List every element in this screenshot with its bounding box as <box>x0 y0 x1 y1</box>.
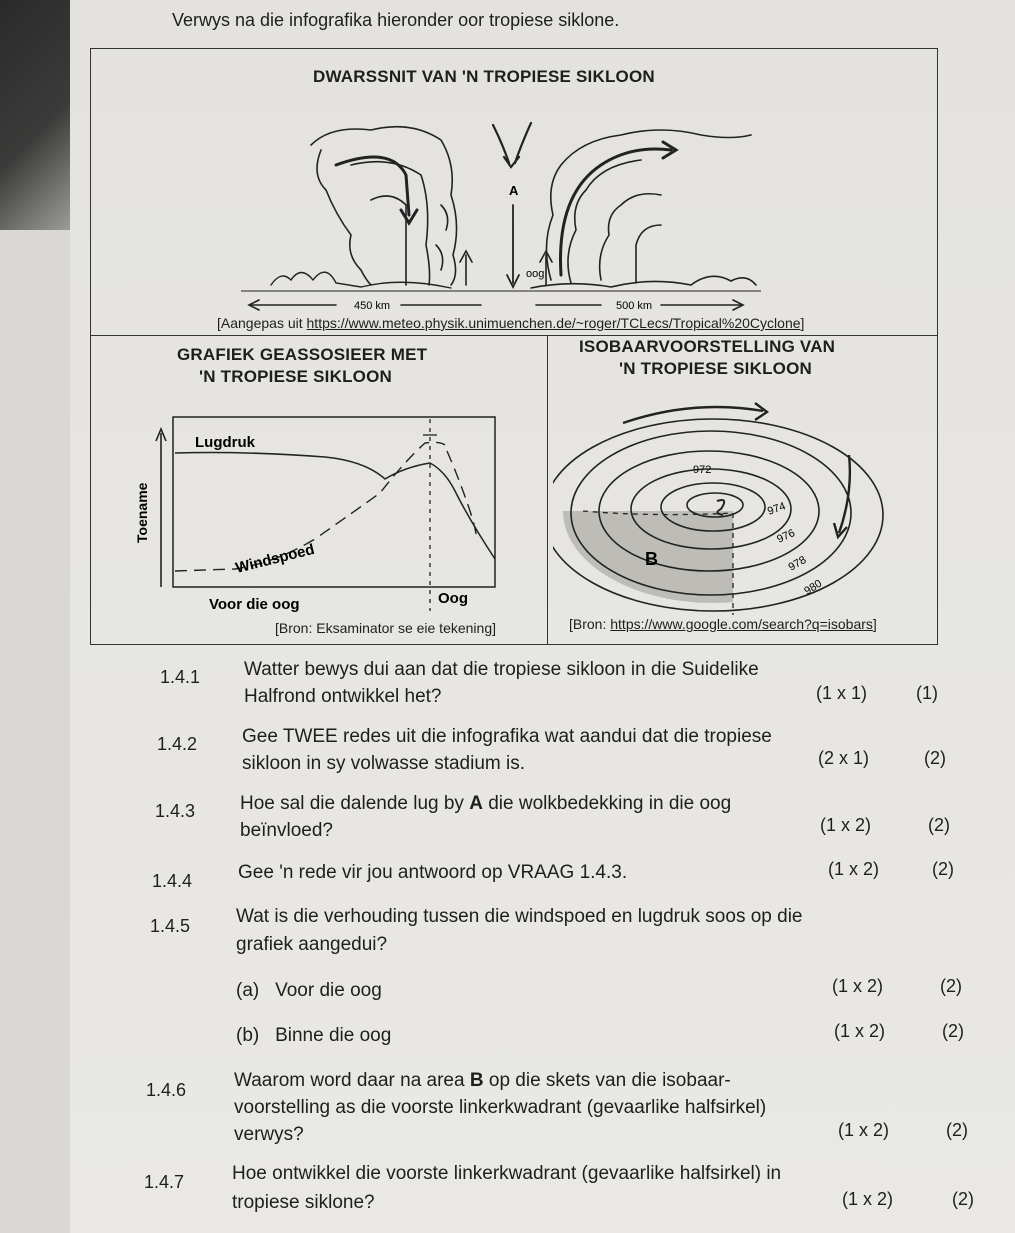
mark-allocation: (1 x 2) <box>828 859 880 879</box>
total-marks: (2) <box>928 815 950 835</box>
label-b: B <box>645 549 658 569</box>
distance-right: 500 km <box>616 300 653 312</box>
graph-source: [Bron: Eksaminator se eie tekening] <box>275 620 497 636</box>
mark-allocation: (1 x 2) <box>838 1120 890 1140</box>
sub-question-b: (b) Binne die oog <box>236 1025 392 1046</box>
x-label-eye: Oog <box>438 590 468 607</box>
cross-section-source: [Aangepas uit https://www.meteo.physik.unimuenchen.de/~roger/TCLecs/Tropical%20Cyclone] <box>217 315 805 331</box>
cross-section-source-link[interactable]: https://www.meteo.physik.unimuenchen.de/~roger/TCLecs/Tropical%20Cyclone <box>306 315 801 331</box>
isobar-978: 978 <box>786 554 809 574</box>
isobar-title-line2: 'N TROPIESE SIKLOON <box>619 359 812 378</box>
sub-question-a: (a) Voor die oog <box>236 980 382 1001</box>
isobar-974: 974 <box>765 500 788 518</box>
distance-left: 450 km <box>354 300 391 312</box>
mark-allocation: (2 x 1) <box>818 748 870 768</box>
isobar-title-line1: ISOBAARVOORSTELLING VAN <box>579 337 836 356</box>
total-marks: (2) <box>942 1021 964 1041</box>
pressure-label: Lugdruk <box>195 434 255 451</box>
total-marks: (2) <box>924 748 946 768</box>
total-marks: (2) <box>932 859 954 879</box>
mark-allocation: (1 x 1) <box>816 683 868 703</box>
mark-allocation: (1 x 2) <box>820 815 872 835</box>
isobar-972: 972 <box>693 464 712 476</box>
graph-title-line2: 'N TROPIESE SIKLOON <box>199 367 392 386</box>
intro-text: Verwys na die infografika hieronder oor tropiese siklone. <box>172 10 620 30</box>
cross-section-title: DWARSSNIT VAN 'N TROPIESE SIKLOON <box>313 67 655 86</box>
total-marks: (2) <box>940 976 962 996</box>
mark-allocation: (1 x 2) <box>832 976 884 996</box>
divider-horizontal <box>91 335 937 336</box>
isobar-source-link[interactable]: https://www.google.com/search?q=isobars <box>610 616 873 632</box>
cross-section-sketch <box>241 105 761 317</box>
isobar-976: 976 <box>775 527 797 546</box>
total-marks: (2) <box>952 1189 974 1209</box>
isobar-source: [Bron: https://www.google.com/search?q=isobars] <box>569 616 877 632</box>
infographic-box <box>90 48 938 645</box>
y-axis-label: Toename <box>134 482 150 543</box>
label-eye: oog <box>526 268 545 280</box>
total-marks: (1) <box>916 683 938 703</box>
divider-vertical <box>547 335 548 644</box>
mark-allocation: (1 x 2) <box>834 1021 886 1041</box>
graph-title-line1: GRAFIEK GEASSOSIEER MET <box>177 345 428 364</box>
isobar-980: 980 <box>802 577 825 598</box>
windspeed-label: Windspoed <box>233 540 317 577</box>
total-marks: (2) <box>946 1120 968 1140</box>
pressure-windspeed-graph <box>125 411 505 621</box>
x-label-before-eye: Voor die oog <box>209 596 300 613</box>
label-a: A <box>509 183 519 198</box>
mark-allocation: (1 x 2) <box>842 1189 894 1209</box>
isobar-sketch <box>553 393 933 615</box>
